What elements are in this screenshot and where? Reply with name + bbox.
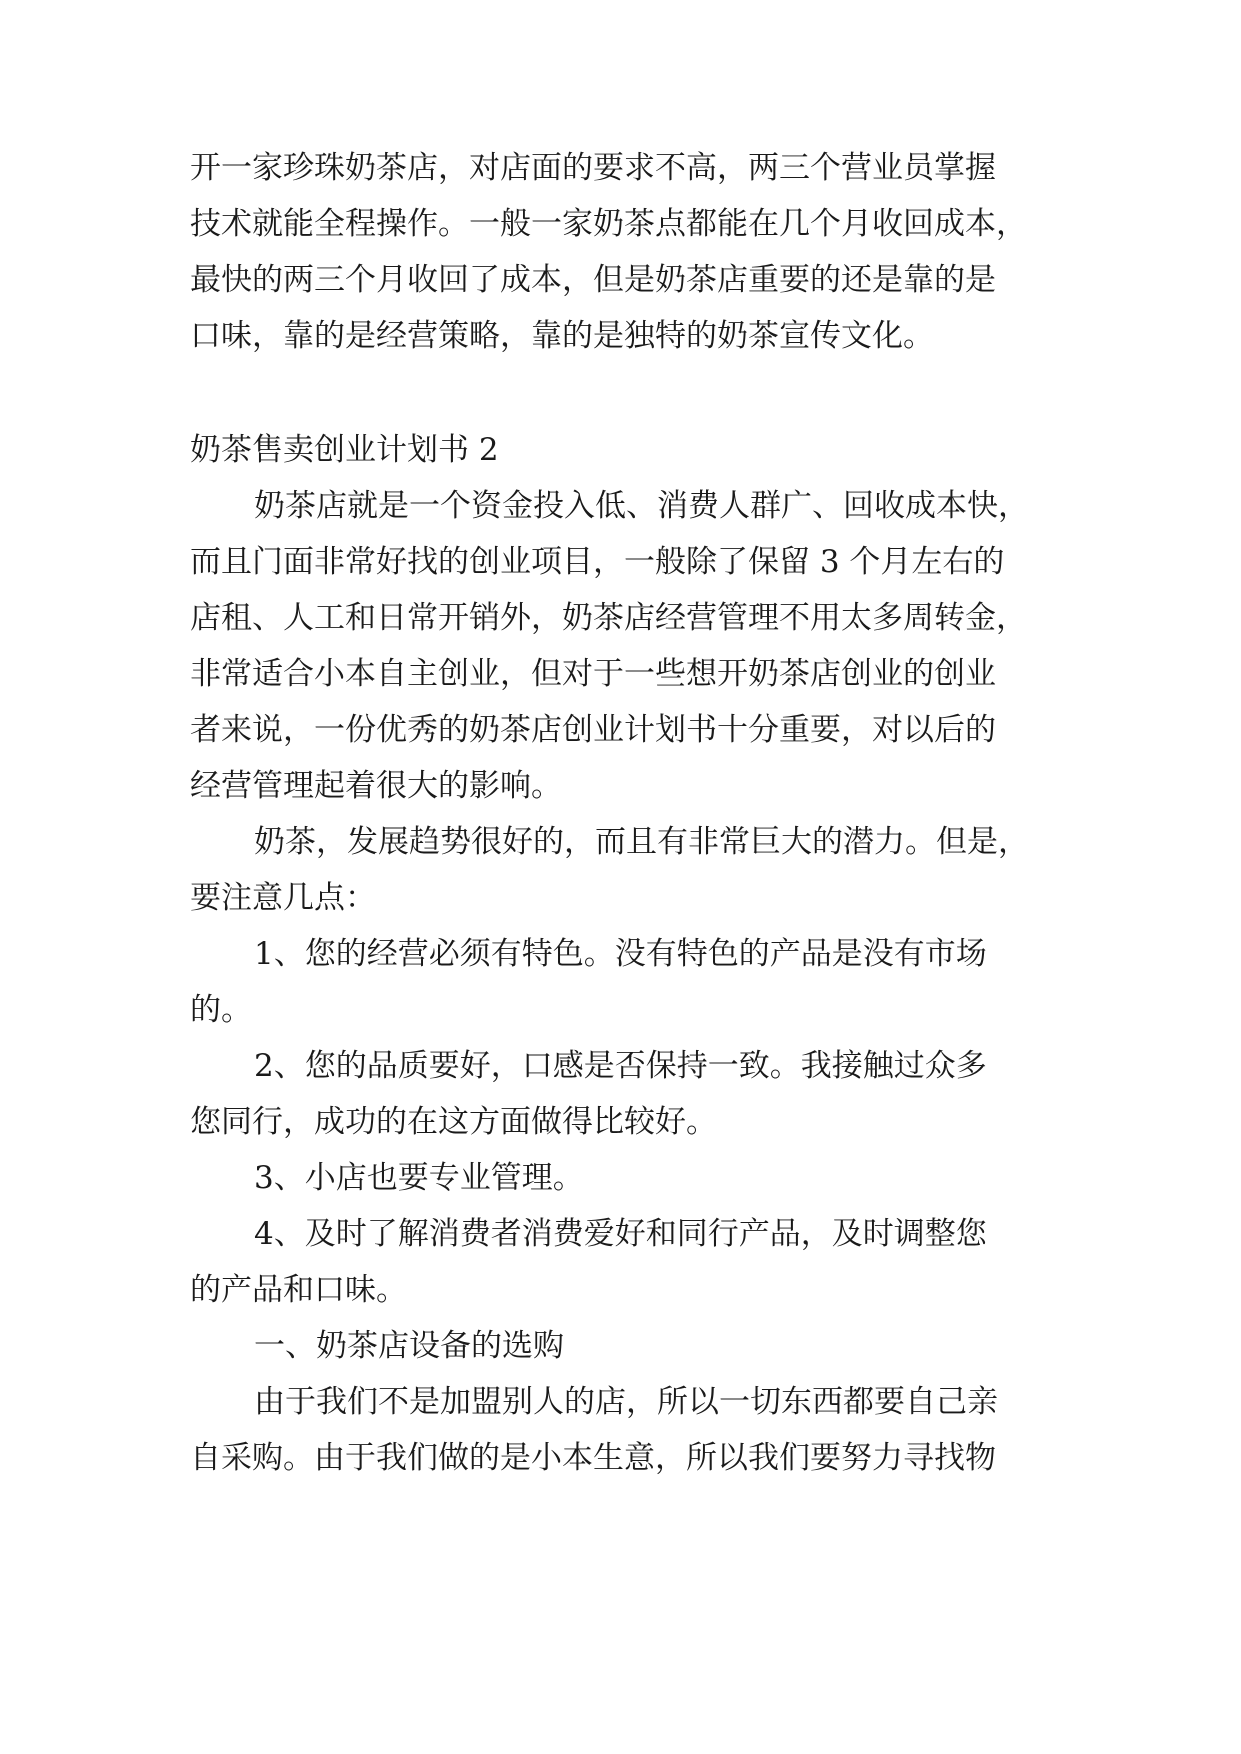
subheading-equipment: 一、奶茶店设备的选购: [254, 1328, 564, 1364]
body-line-3: 店租、人工和日常开销外，奶茶店经营管理不用太多周转金，: [190, 600, 1027, 636]
intro-line-2: 技术就能全程操作。一般一家奶茶点都能在几个月收回成本，: [190, 206, 1027, 242]
document-page: [190, 0, 1090, 1754]
body-line-5: 者来说，一份优秀的奶茶店创业计划书十分重要，对以后的: [190, 712, 996, 748]
list-item-3: 3、小店也要专业管理。: [254, 1160, 584, 1196]
body-line-1: 奶茶店就是一个资金投入低、消费人群广、回收成本快，: [254, 488, 1029, 524]
list-item-4-line-1: 4、及时了解消费者消费爱好和同行产品，及时调整您: [254, 1216, 987, 1252]
body-line-7: 奶茶，发展趋势很好的，而且有非常巨大的潜力。但是，: [254, 824, 1029, 860]
body-line-8: 要注意几点：: [190, 880, 376, 916]
section-title: 奶茶售卖创业计划书 2: [190, 432, 499, 468]
body-line-18: 自采购。由于我们做的是小本生意，所以我们要努力寻找物: [190, 1440, 996, 1476]
body-line-6: 经营管理起着很大的影响。: [190, 768, 562, 804]
body-line-4: 非常适合小本自主创业，但对于一些想开奶茶店创业的创业: [190, 656, 996, 692]
list-item-2-line-1: 2、您的品质要好，口感是否保持一致。我接触过众多: [254, 1048, 987, 1084]
intro-line-4: 口味，靠的是经营策略，靠的是独特的奶茶宣传文化。: [190, 318, 934, 354]
intro-line-3: 最快的两三个月收回了成本，但是奶茶店重要的还是靠的是: [190, 262, 996, 298]
body-line-2: 而且门面非常好找的创业项目，一般除了保留 3 个月左右的: [190, 544, 1005, 580]
list-item-2-line-2: 您同行，成功的在这方面做得比较好。: [190, 1104, 717, 1140]
list-item-1-line-1: 1、您的经营必须有特色。没有特色的产品是没有市场: [254, 936, 987, 972]
body-line-17: 由于我们不是加盟别人的店，所以一切东西都要自己亲: [254, 1384, 998, 1420]
intro-line-1: 开一家珍珠奶茶店，对店面的要求不高，两三个营业员掌握: [190, 150, 996, 186]
list-item-4-line-2: 的产品和口味。: [190, 1272, 407, 1308]
list-item-1-line-2: 的。: [190, 992, 252, 1028]
